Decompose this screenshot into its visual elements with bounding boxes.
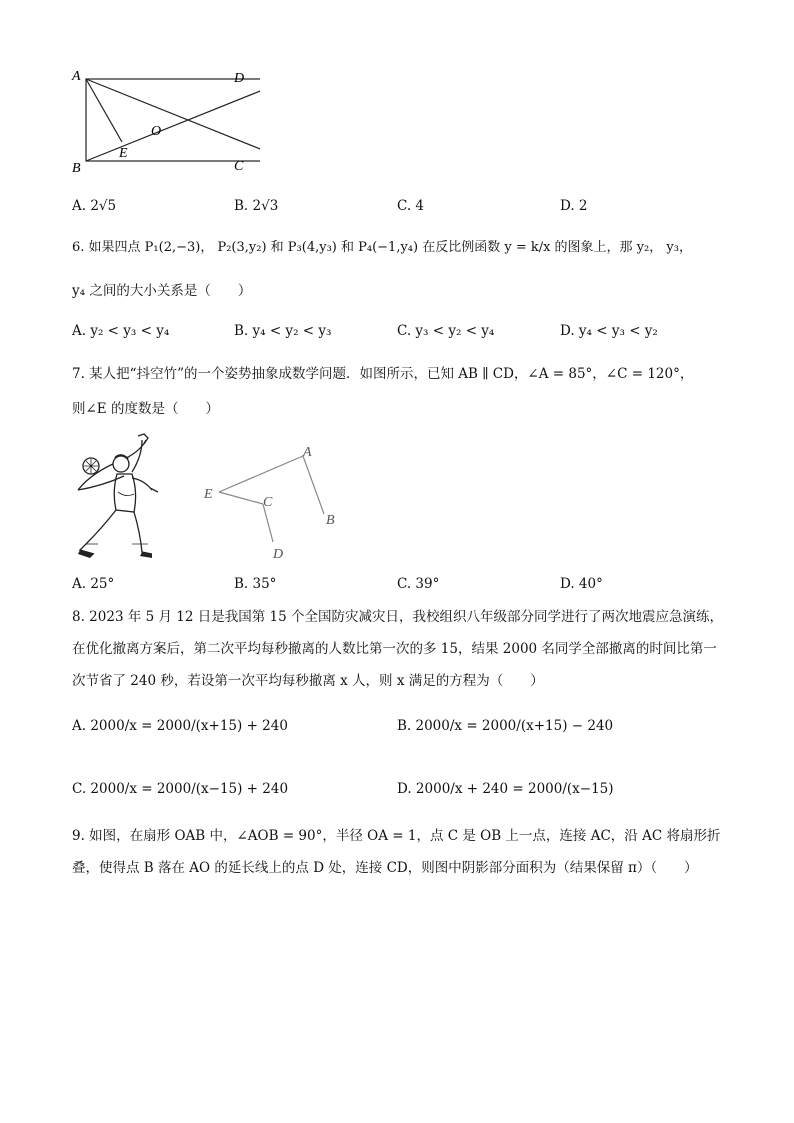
q9-stem-line1: 9. 如图，在扇形 OAB 中，∠AOB = 90°，半径 OA = 1，点 C 是 OB 上一点，连接 AC，沿 AC 将扇形折 [72, 828, 721, 844]
q7-option-b: B. 35° [234, 576, 277, 592]
segment-ab [303, 456, 324, 514]
label-e: E [204, 487, 213, 502]
label-a: A [72, 69, 81, 84]
q5-option-c: C. 4 [397, 198, 425, 214]
q6-option-d: D. y₄ < y₃ < y₂ [560, 323, 658, 339]
q8-stem-line3: 次节省了 240 秒，若设第一次平均每秒撤离 x 人，则 x 满足的方程为（ ） [72, 673, 544, 689]
q7-stem-line2: 则∠E 的度数是（ ） [72, 401, 219, 417]
diagonal-ac [86, 79, 260, 161]
label-d: D [273, 547, 284, 562]
q5-option-b: B. 2√3 [234, 198, 279, 214]
q9-stem-line2: 叠，使得点 B 落在 AO 的延长线上的点 D 处，连接 CD，则图中阴影部分面积为（结果保留 π）（ ） [72, 860, 698, 876]
segment-ec [219, 492, 263, 504]
q8-option-a: A. 2000/x = 2000/(x+15) + 240 [72, 718, 288, 734]
label-c: C [263, 495, 273, 510]
q8-option-c: C. 2000/x = 2000/(x−15) + 240 [72, 781, 289, 797]
q6-option-c: C. y₃ < y₂ < y₄ [397, 323, 495, 339]
q6-stem-line2: y₄ 之间的大小关系是（ ） [72, 283, 252, 299]
segment-ea [219, 456, 303, 492]
label-d: D [234, 71, 245, 86]
label-e: E [119, 146, 128, 161]
q6-option-b: B. y₄ < y₂ < y₃ [234, 323, 332, 339]
label-o: O [151, 124, 162, 139]
q7-option-c: C. 39° [397, 576, 440, 592]
label-b: B [326, 513, 335, 528]
diabolo-player-illustration [72, 432, 172, 562]
q8-stem-line2: 在优化撤离方案后，第二次平均每秒撤离的人数比第一次的多 15，结果 2000 名同学全部撤离的时间比第一 [72, 641, 717, 657]
q8-option-b: B. 2000/x = 2000/(x+15) − 240 [397, 718, 614, 734]
q7-angle-figure [195, 440, 355, 570]
label-c: C [234, 159, 244, 174]
q7-option-a: A. 25° [72, 576, 115, 592]
q8-stem-line1: 8. 2023 年 5 月 12 日是我国第 15 个全国防灾减灾日，我校组织八年级部分同学进行了两次地震应急演练， [72, 609, 724, 625]
diagonal-bd [86, 79, 260, 161]
q8-option-d: D. 2000/x + 240 = 2000/(x−15) [397, 781, 614, 797]
rectangle-figure [60, 62, 260, 182]
rectangle-abcd [86, 79, 260, 161]
label-a: A [303, 445, 312, 460]
q5-option-a: A. 2√5 [72, 198, 117, 214]
q5-option-d: D. 2 [560, 198, 588, 214]
segment-ae [86, 79, 122, 142]
q7-stem-line1: 7. 某人把“抖空竹”的一个姿势抽象成数学问题．如图所示，已知 AB ∥ CD，∠A = 85°，∠C = 120°， [72, 366, 694, 382]
q6-option-a: A. y₂ < y₃ < y₄ [72, 323, 170, 339]
label-b: B [72, 161, 81, 176]
q7-option-d: D. 40° [560, 576, 603, 592]
q6-stem-line1: 6. 如果四点 P₁(2,−3)， P₂(3,y₂) 和 P₃(4,y₃) 和 P₄(−1,y₄) 在反比例函数 y = k/x 的图象上，那 y₂， y₃， [72, 240, 692, 255]
